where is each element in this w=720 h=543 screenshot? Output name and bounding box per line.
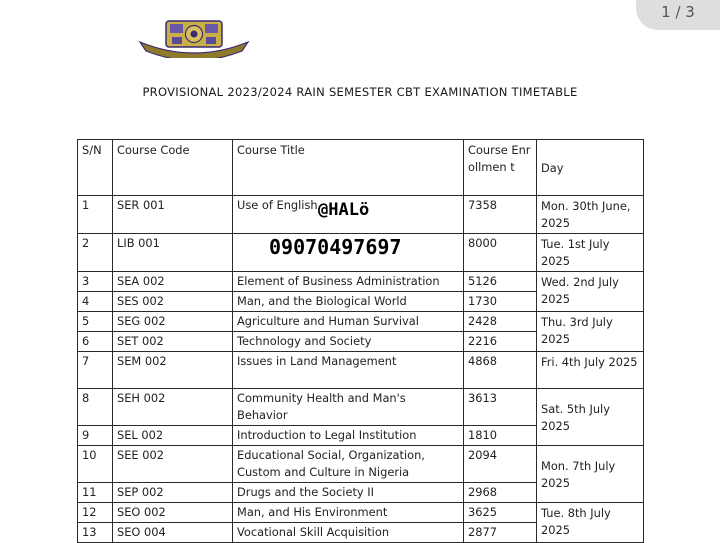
header-enrollment: Course Enrollmen t bbox=[464, 140, 537, 196]
cell-course-title: Use of English bbox=[233, 196, 464, 234]
cell-sn: 7 bbox=[78, 352, 113, 389]
cell-day: Mon. 30th June, 2025 bbox=[537, 196, 644, 234]
cell-course-code: LIB 001 bbox=[113, 234, 233, 272]
cell-enrollment: 2877 bbox=[464, 523, 537, 543]
cell-course-title: Element of Business Administration bbox=[233, 272, 464, 292]
cell-enrollment: 4868 bbox=[464, 352, 537, 389]
cell-course-title: Technology and Society bbox=[233, 332, 464, 352]
cell-day: Tue. 1st July 2025 bbox=[537, 234, 644, 272]
cell-enrollment: 2968 bbox=[464, 483, 537, 503]
cell-sn: 2 bbox=[78, 234, 113, 272]
cell-course-code: SEM 002 bbox=[113, 352, 233, 389]
table-row bbox=[78, 503, 644, 523]
cell-enrollment: 1730 bbox=[464, 292, 537, 312]
cell-enrollment: 8000 bbox=[464, 234, 537, 272]
cell-sn: 12 bbox=[78, 503, 113, 523]
table-row bbox=[78, 446, 644, 483]
header-course-code: Course Code bbox=[113, 140, 233, 196]
cell-day: Mon. 7th July 2025 bbox=[537, 446, 644, 503]
table-row bbox=[78, 352, 644, 389]
cell-course-code: SEE 002 bbox=[113, 446, 233, 483]
cell-course-title: Man, and His Environment bbox=[233, 503, 464, 523]
table-row bbox=[78, 389, 644, 426]
page-indicator: 1 / 3 bbox=[636, 0, 720, 30]
watermark-phone: 09070497697 bbox=[269, 235, 402, 259]
cell-course-title: Issues in Land Management bbox=[233, 352, 464, 389]
cell-sn: 6 bbox=[78, 332, 113, 352]
cell-enrollment: 1810 bbox=[464, 426, 537, 446]
cell-course-code: SET 002 bbox=[113, 332, 233, 352]
cell-course-code: SES 002 bbox=[113, 292, 233, 312]
header-day: Day bbox=[537, 140, 644, 196]
header-course-title: Course Title bbox=[233, 140, 464, 196]
cell-sn: 3 bbox=[78, 272, 113, 292]
cell-enrollment: 3625 bbox=[464, 503, 537, 523]
cell-course-code: SEP 002 bbox=[113, 483, 233, 503]
cell-sn: 10 bbox=[78, 446, 113, 483]
cell-sn: 9 bbox=[78, 426, 113, 446]
cell-course-title: Man, and the Biological World bbox=[233, 292, 464, 312]
cell-course-title: Introduction to Legal Institution bbox=[233, 426, 464, 446]
cell-enrollment: 2216 bbox=[464, 332, 537, 352]
cell-course-title: Community Health and Man's Behavior bbox=[233, 389, 464, 426]
cell-course-title: Educational Social, Organization, Custom and Culture in Nigeria bbox=[233, 446, 464, 483]
cell-course-code: SEA 002 bbox=[113, 272, 233, 292]
cell-course-code: SEH 002 bbox=[113, 389, 233, 426]
cell-enrollment: 5126 bbox=[464, 272, 537, 292]
cell-sn: 8 bbox=[78, 389, 113, 426]
cell-day: Thu. 3rd July 2025 bbox=[537, 312, 644, 352]
cell-course-title: Vocational Skill Acquisition bbox=[233, 523, 464, 543]
cell-course-code: SEG 002 bbox=[113, 312, 233, 332]
cell-course-code: SER 001 bbox=[113, 196, 233, 234]
cell-sn: 13 bbox=[78, 523, 113, 543]
cell-sn: 11 bbox=[78, 483, 113, 503]
table-row bbox=[78, 312, 644, 332]
university-crest-logo bbox=[138, 18, 250, 58]
page-title: PROVISIONAL 2023/2024 RAIN SEMESTER CBT EXAMINATION TIMETABLE bbox=[142, 85, 578, 99]
cell-course-title: Agriculture and Human Survival bbox=[233, 312, 464, 332]
watermark-handle: @HALö bbox=[318, 200, 370, 220]
cell-sn: 4 bbox=[78, 292, 113, 312]
cell-enrollment: 7358 bbox=[464, 196, 537, 234]
cell-enrollment: 2094 bbox=[464, 446, 537, 483]
cell-enrollment: 3613 bbox=[464, 389, 537, 426]
cell-day: Wed. 2nd July 2025 bbox=[537, 272, 644, 312]
cell-sn: 5 bbox=[78, 312, 113, 332]
table-row bbox=[78, 272, 644, 292]
cell-sn: 1 bbox=[78, 196, 113, 234]
cell-enrollment: 2428 bbox=[464, 312, 537, 332]
header-sn: S/N bbox=[78, 140, 113, 196]
cell-day: Sat. 5th July 2025 bbox=[537, 389, 644, 446]
cell-course-title: Drugs and the Society II bbox=[233, 483, 464, 503]
cell-course-code: SEL 002 bbox=[113, 426, 233, 446]
cell-course-code: SEO 002 bbox=[113, 503, 233, 523]
cell-day: Tue. 8th July 2025 bbox=[537, 503, 644, 543]
cell-day: Fri. 4th July 2025 bbox=[537, 352, 644, 389]
cell-course-code: SEO 004 bbox=[113, 523, 233, 543]
